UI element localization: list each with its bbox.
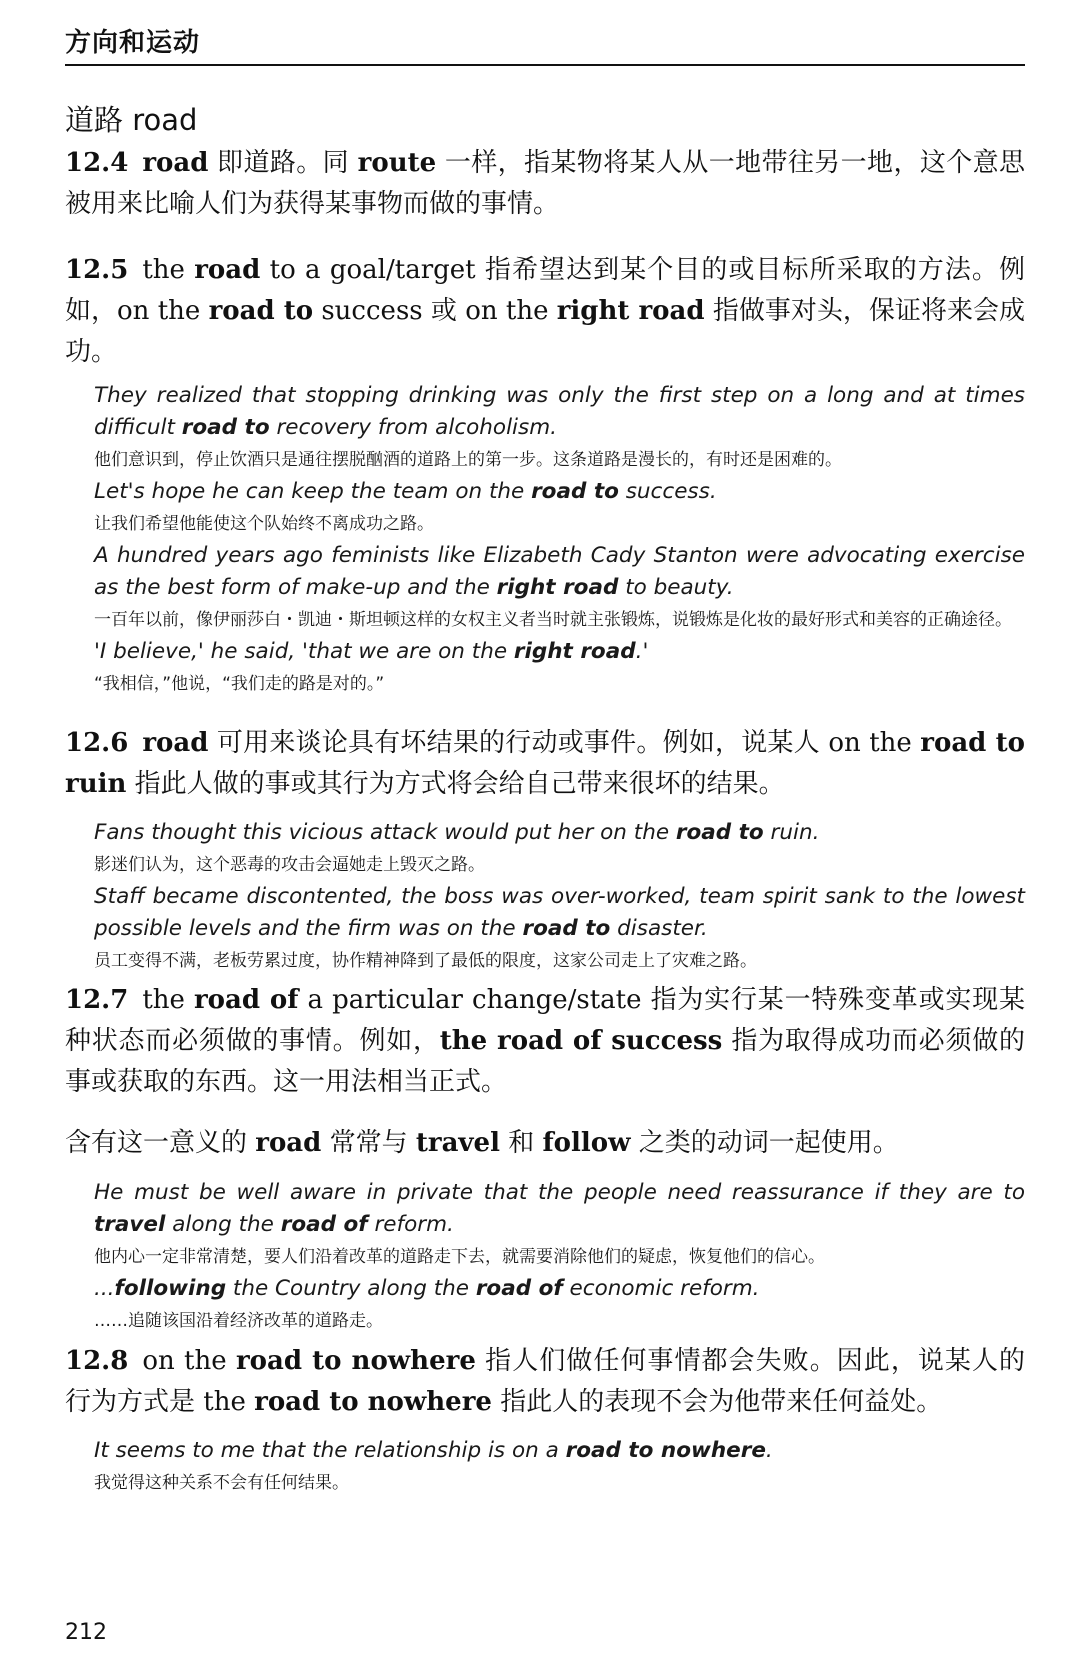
text-run: 之类的动词一起使用。 <box>630 1128 899 1158</box>
example-en <box>94 540 1025 604</box>
entry-number: 12.7 <box>65 985 129 1015</box>
text-run: reform. <box>367 1212 454 1237</box>
entry-number: 12.8 <box>65 1346 129 1376</box>
example-en <box>94 1435 1025 1467</box>
running-head: 方向和运动 <box>65 28 201 58</box>
text-run: 指此人的表现不会为他带来任何益处。 <box>491 1387 943 1417</box>
entry-12-6 <box>65 723 1025 805</box>
bold-term: right road <box>513 639 636 664</box>
text-run: on the <box>142 1346 236 1376</box>
example-en <box>94 881 1025 945</box>
text-run: . <box>765 1438 773 1463</box>
text-run: the <box>142 985 194 1015</box>
example-zh: ……追随该国沿着经济改革的道路走。 <box>94 1311 383 1331</box>
section-heading: 道路 road <box>65 103 198 137</box>
bold-term: right road <box>496 575 619 600</box>
entry-text <box>65 1346 1025 1417</box>
examples-12-5 <box>94 380 1025 700</box>
bold-term: road <box>255 1128 322 1158</box>
examples-12-8 <box>94 1435 1025 1499</box>
bold-term: road to nowhere <box>254 1387 492 1417</box>
entry-text <box>65 985 1025 1097</box>
bold-term: road <box>142 728 209 758</box>
text-run: along the <box>165 1212 281 1237</box>
bold-term: travel <box>415 1128 500 1158</box>
entry-number: 12.4 <box>65 148 129 178</box>
text-run: 指此人做的事或其行为方式将会给自己带来很坏的结果。 <box>126 769 785 799</box>
bold-term: travel <box>94 1212 166 1237</box>
text-run: 'I believe,' he said, 'that we are on the <box>94 639 514 664</box>
examples-12-7 <box>94 1177 1025 1337</box>
bold-term: road of <box>475 1276 563 1301</box>
example-en <box>94 1273 1025 1305</box>
example-zh: 他们意识到，停止饮酒只是通往摆脱酗酒的道路上的第一步。这条道路是漫长的，有时还是困难的。 <box>94 450 842 470</box>
text-run: 一样，指某物将某人从一地带往另一地，这个意思被用来比喻人们为获得某事物而做的事情。 <box>65 148 1026 219</box>
bold-term: road to <box>522 916 611 941</box>
example-en <box>94 636 1025 668</box>
text-run: He must be well aware in private that the people need reassurance if they are to <box>94 1180 1025 1205</box>
header-rule <box>65 64 1025 66</box>
bold-term: road to <box>675 820 764 845</box>
example-en <box>94 1177 1025 1241</box>
example-zh: 一百年以前，像伊丽莎白・凯迪・斯坦顿这样的女权主义者当时就主张锻炼，说锻炼是化妆的最好形式和美容的正确途径。 <box>94 610 1012 630</box>
text-run: 即道路。同 <box>208 148 358 178</box>
text-run: success 或 on the <box>313 296 557 326</box>
entry-12-5 <box>65 250 1025 373</box>
bold-term: road to <box>531 479 619 504</box>
page-number: 212 <box>65 1620 107 1645</box>
bold-term: right road <box>556 296 705 326</box>
example-en <box>94 476 1025 508</box>
bold-term: road <box>142 148 209 178</box>
text-run: recovery from alcoholism. <box>269 415 558 440</box>
bold-term: road of <box>193 985 299 1015</box>
usage-note-text <box>65 1128 899 1158</box>
bold-term: road to <box>181 415 270 440</box>
text-run: 常常与 <box>321 1128 416 1158</box>
example-zh: 员工变得不满，老板劳累过度，协作精神降到了最低的限度，这家公司走上了灾难之路。 <box>94 951 757 971</box>
example-zh: 让我们希望他能使这个队始终不离成功之路。 <box>94 514 434 534</box>
text-run: success. <box>618 479 717 504</box>
text-run: the <box>142 255 195 285</box>
entry-12-7 <box>65 980 1025 1103</box>
text-run: to a goal/target 指希望达到某个目的或目标所采取的方法。例如，on the <box>65 255 1025 326</box>
text-run: economic reform. <box>562 1276 760 1301</box>
text-run: They realized that stopping drinking was only the first step on a long and at times difficult <box>94 383 1025 440</box>
bold-term: road to nowhere <box>235 1346 476 1376</box>
text-run: 含有这一意义的 <box>65 1128 256 1158</box>
entry-12-4 <box>65 143 1025 225</box>
text-run: 可用来谈论具有坏结果的行动或事件。例如，说某人 on the <box>208 728 921 758</box>
text-run: A hundred years ago feminists like Elizabeth Cady Stanton were advocating exercise as the best form of make-up and the <box>94 543 1025 600</box>
text-run: 指为取得成功而必须做的事或获取的东西。这一用法相当正式。 <box>65 1026 1025 1097</box>
entry-number: 12.5 <box>65 255 129 285</box>
bold-term: road <box>194 255 261 285</box>
bold-term: following <box>114 1276 227 1301</box>
entry-12-8 <box>65 1341 1025 1423</box>
text-run: to beauty. <box>618 575 734 600</box>
text-run: ruin. <box>763 820 820 845</box>
example-zh: “我相信，”他说，“我们走的路是对的。” <box>94 674 385 694</box>
bold-term: route <box>357 148 437 178</box>
example-zh: 他内心一定非常清楚，要人们沿着改革的道路走下去，就需要消除他们的疑虑，恢复他们的信心。 <box>94 1247 825 1267</box>
entry-text <box>65 255 1025 367</box>
example-en <box>94 380 1025 444</box>
text-run: 和 <box>499 1128 543 1158</box>
entry-number: 12.6 <box>65 728 129 758</box>
bold-term: the road of success <box>439 1026 723 1056</box>
text-run: the Country along the <box>226 1276 476 1301</box>
entry-text <box>65 148 1025 219</box>
text-run: a particular change/state 指为实行某一特殊变革或实现某种状态而必须做的事情。例如， <box>65 985 1025 1056</box>
bold-term: follow <box>542 1128 631 1158</box>
text-run: ... <box>94 1276 115 1301</box>
example-en <box>94 817 1025 849</box>
text-run: It seems to me that the relationship is on a <box>94 1438 566 1463</box>
bold-term: road to nowhere <box>565 1438 766 1463</box>
text-run: disaster. <box>610 916 708 941</box>
text-run: Let's hope he can keep the team on the <box>94 479 532 504</box>
bold-term: road of <box>280 1212 368 1237</box>
example-zh: 我觉得这种关系不会有任何结果。 <box>94 1473 349 1493</box>
text-run: 指做事对头，保证将来会成功。 <box>65 296 1025 367</box>
example-zh: 影迷们认为，这个恶毒的攻击会逼她走上毁灭之路。 <box>94 855 485 875</box>
usage-note-12-7 <box>65 1123 1025 1164</box>
text-run: Staff became discontented, the boss was over-worked, team spirit sank to the lowest possible levels and the firm was on the <box>94 884 1025 941</box>
entry-text <box>65 728 1025 799</box>
examples-12-6 <box>94 817 1025 977</box>
text-run: 指人们做任何事情都会失败。因此，说某人的行为方式是 the <box>65 1346 1025 1417</box>
text-run: Fans thought this vicious attack would put her on the <box>94 820 676 845</box>
bold-term: road to <box>208 296 314 326</box>
text-run: .' <box>635 639 649 664</box>
bold-term: road to ruin <box>65 728 1025 799</box>
